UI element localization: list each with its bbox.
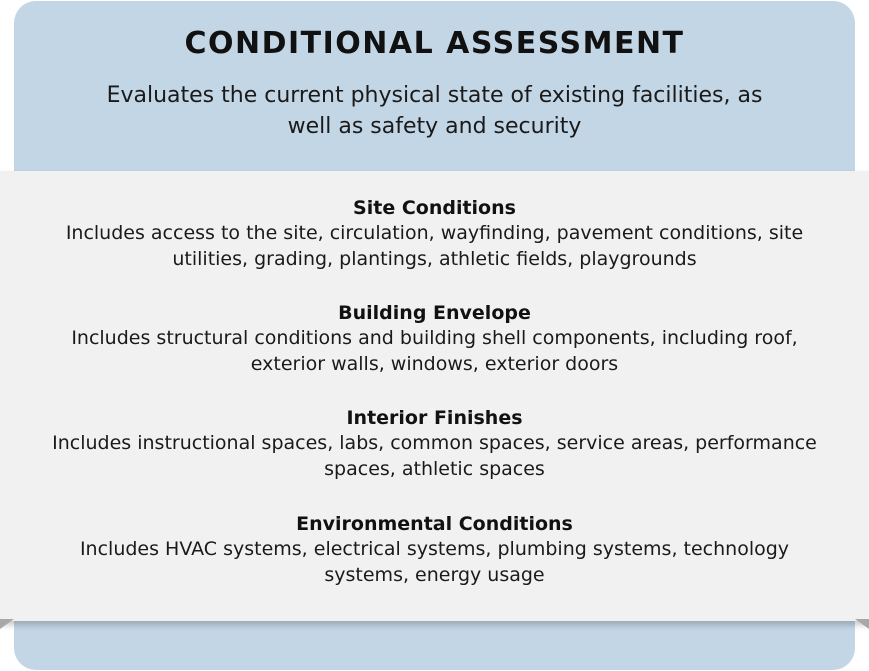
section-heading: Interior Finishes xyxy=(346,407,523,429)
section-heading: Environmental Conditions xyxy=(296,513,573,535)
card-subtitle: Evaluates the current physical state of existing facilities, as well as safety and security xyxy=(106,83,763,139)
panel-fold-right xyxy=(855,619,869,629)
panel-fold-left xyxy=(0,619,14,629)
section-interior-finishes xyxy=(40,406,829,482)
section-body: Includes access to the site, circulation, wayfinding, pavement conditions, site utilities, grading, plantings, athletic fields, playgrounds xyxy=(65,222,804,270)
section-body: Includes instructional spaces, labs, common spaces, service areas, performance spaces, athletic spaces xyxy=(52,432,817,480)
section-body: Includes structural conditions and building shell components, including roof, exterior walls, windows, exterior doors xyxy=(71,327,798,375)
section-body: Includes HVAC systems, electrical systems, plumbing systems, technology systems, energy usage xyxy=(79,538,790,586)
section-heading: Site Conditions xyxy=(353,197,516,219)
section-heading: Building Envelope xyxy=(338,302,531,324)
section-environmental-conditions xyxy=(40,512,829,588)
section-building-envelope xyxy=(40,301,829,377)
section-site-conditions xyxy=(40,196,829,272)
card-title: CONDITIONAL ASSESSMENT xyxy=(184,26,685,61)
